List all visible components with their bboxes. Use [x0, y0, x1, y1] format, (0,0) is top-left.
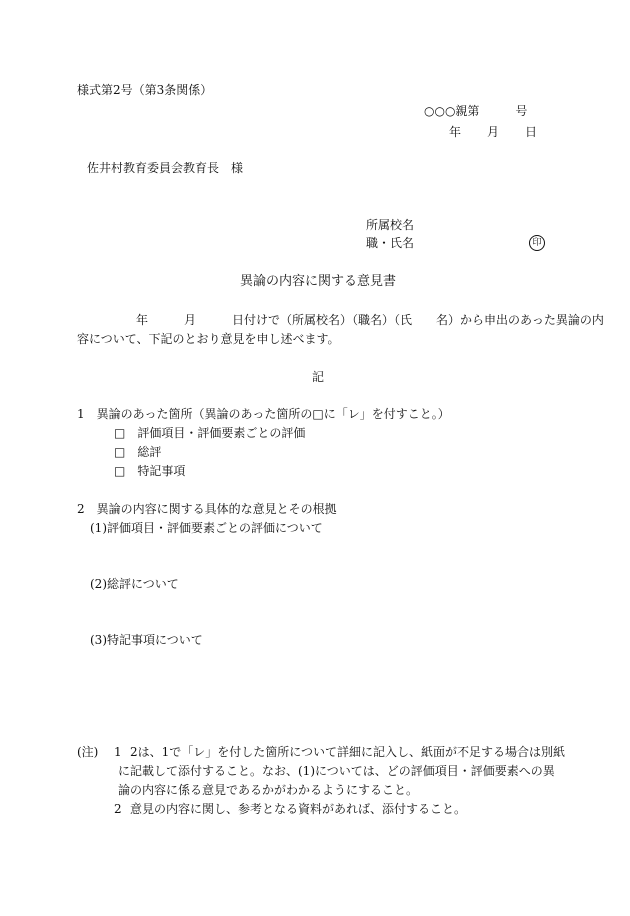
note2-text: 意見の内容に関し、参考となる資料があれば、添付すること。 [130, 802, 467, 816]
section2-item-3: (3)特記事項について [90, 633, 203, 647]
date-line [449, 125, 537, 140]
option-label: 評価項目・評価要素ごとの評価 [137, 426, 306, 440]
intro-year-label: 年 [136, 313, 149, 327]
note1-line-3: 論の内容に係る意見であるかがわかるようにすること。 [118, 783, 419, 797]
intro-month-label: 月 [184, 313, 197, 327]
option-label: 特記事項 [137, 464, 186, 478]
checkbox-icon: □ [114, 464, 126, 478]
section2-item-2: (2)総評について [90, 577, 179, 591]
section2-item-1: (1)評価項目・評価要素ごとの評価について [90, 521, 323, 535]
intro-line-1 [136, 313, 604, 328]
notes-label: (注) [77, 745, 99, 759]
position-name-label: 職・氏名 [366, 236, 415, 250]
form-label: 様式第2号（第3条関係） [77, 83, 213, 97]
ki-heading: 記 [312, 370, 325, 384]
checkbox-icon: □ [114, 426, 126, 440]
document-number: ○○○親第 号 [424, 104, 528, 118]
note2-number: 2 [114, 802, 122, 816]
date-year-label: 年 [449, 125, 462, 139]
section1-option-1 [114, 426, 305, 441]
note1-line-1: 2は、1で「レ」を付した箇所について詳細に記入し、紙面が不足する場合は別紙 [130, 745, 566, 759]
date-day-label: 日 [525, 125, 538, 139]
intro-rest-text: 日付けで（所属校名）（職名）（氏 名）から申出のあった異論の内 [232, 313, 604, 327]
date-month-label: 月 [487, 125, 500, 139]
section1-option-3 [114, 464, 185, 479]
intro-line-2: 容について、下記のとおり意見を申し述べます。 [77, 332, 340, 346]
note1-number: 1 [114, 745, 122, 759]
section1-heading: 1 異論のあった箇所（異論のあった箇所の□に「レ」を付すこと。） [77, 407, 450, 421]
school-name-label: 所属校名 [366, 218, 415, 232]
checkbox-icon: □ [114, 445, 126, 459]
section2-heading: 2 異論の内容に関する具体的な意見とその根拠 [77, 502, 337, 516]
option-label: 総評 [137, 445, 162, 459]
document-title: 異論の内容に関する意見書 [240, 274, 397, 289]
note1-line-2: に記載して添付すること。なお、(1)については、どの評価項目・評価要素への異 [118, 764, 555, 778]
addressee: 佐井村教育委員会教育長 様 [87, 161, 244, 175]
seal-mark: 印 [529, 235, 545, 251]
section1-option-2 [114, 445, 161, 460]
